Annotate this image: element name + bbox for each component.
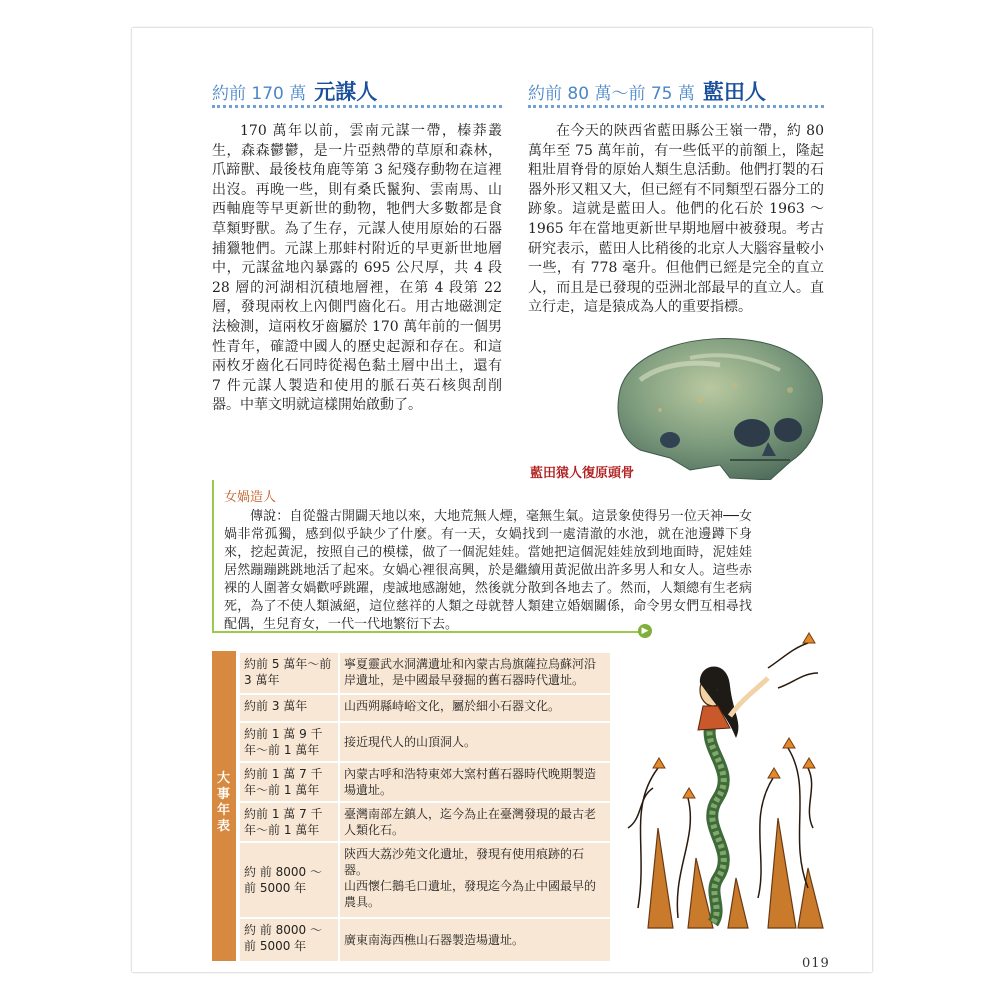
timeline-event: 內蒙古呼和浩特東郊大窯村舊石器時代晚期製造場遺址。: [339, 762, 611, 802]
timeline-date: 約前 3 萬年: [239, 694, 339, 722]
timeline-event: 臺灣南部左鎮人，迄今為止在臺灣發現的最古老人類化石。: [339, 802, 611, 842]
story-title: 女媧造人: [224, 490, 277, 505]
right-body: [528, 122, 824, 318]
skull-caption: 藍田猿人復原頭骨: [530, 466, 635, 481]
timeline-table: [238, 651, 612, 963]
table-row: [239, 652, 611, 694]
timeline-label-text: 大事年表: [217, 771, 231, 834]
right-heading: [528, 76, 766, 106]
table-row: [239, 842, 611, 918]
left-heading: [212, 76, 377, 106]
timeline-date: 約前 1 萬 7 千年～前 1 萬年: [239, 762, 339, 802]
timeline-event: 接近現代人的山頂洞人。: [339, 722, 611, 762]
page-number: 019: [802, 956, 830, 971]
left-body-paragraph: 170 萬年以前，雲南元謀一帶，榛莽叢生，森森鬱鬱，是一片亞熱帶的草原和森林，爪蹄獸、最後枝角鹿等第 3 紀殘存動物在這裡出沒。再晚一些，則有桑氏鬣狗、雲南馬、山西軸鹿等早更新世的動物，牠們大多數都是食草類野獸。為了生存，元謀人使用原始的石器捕獵牠們。元謀上那蚌村附近的早更新世地層中，元謀盆地內暴露的 695 公尺厚，共 4 段 28 層的河湖相沉積地層裡，在第 4 段第 22 層，發現兩枚上內側門齒化石。用古地磁測定法檢測，這兩枚牙齒屬於 170 萬年前的一個男性青年，確證中國人的歷史起源和存在。和這兩枚牙齒化石同時從褐色黏土層中出土，還有 7 件元謀人製造和使用的脈石英石核與刮削器。中華文明就這樣開始啟動了。: [212, 123, 502, 414]
lantian-skull-image: [490, 330, 835, 480]
left-body: [212, 122, 502, 416]
story-body: [224, 508, 752, 634]
arrow-right-icon: ▶: [638, 624, 652, 638]
right-heading-era: 約前 80 萬～前 75 萬: [528, 84, 695, 104]
timeline-date: 約 前 8000 ～ 前 5000 年: [239, 918, 339, 962]
right-heading-name: 藍田人: [702, 80, 766, 104]
nuwa-illustration: [618, 628, 828, 938]
left-heading-name: 元謀人: [314, 80, 378, 104]
table-row: [239, 918, 611, 962]
timeline-date: 約前 1 萬 7 千年～前 1 萬年: [239, 802, 339, 842]
right-heading-divider: [528, 105, 824, 108]
table-row: [239, 722, 611, 762]
timeline-date: 約前 1 萬 9 千年～前 1 萬年: [239, 722, 339, 762]
left-heading-divider: [212, 105, 502, 108]
timeline-date: 約前 5 萬年～前 3 萬年: [239, 652, 339, 694]
timeline-event: 寧夏靈武水洞溝遺址和內蒙古烏旗薩拉烏蘇河沿岸遺址，是中國最早發掘的舊石器時代遺址。: [339, 652, 611, 694]
right-body-paragraph: 在今天的陝西省藍田縣公王嶺一帶，約 80 萬年至 75 萬年前，有一些低平的前額上，隆起粗壯眉脊骨的原始人類生息活動。他們打製的石器外形又粗又大，但已經有不同類型石器分工的跡象。這就是藍田人。他們的化石於 1963 ～ 1965 年在當地更新世早期地層中被發現。考古研究表示，藍田人比稍後的北京人大腦容量較小一些，有 778 毫升。但他們已經是完全的直立人，而且是已發現的亞洲北部最早的直立人。直立行走，這是猿成為人的重要指標。: [528, 123, 824, 316]
timeline-event-line: 陝西大荔沙苑文化遺址，發現有使用痕跡的石器。: [344, 847, 585, 877]
timeline-event: 山西朔縣峙峪文化，屬於細小石器文化。: [339, 694, 611, 722]
table-row: [239, 802, 611, 842]
timeline-label: [212, 651, 236, 961]
table-row: [239, 694, 611, 722]
timeline-event: [339, 842, 611, 918]
story-frame-left: [212, 480, 214, 632]
timeline-date: 約 前 8000 ～ 前 5000 年: [239, 842, 339, 918]
table-row: [239, 762, 611, 802]
timeline-event-line: 山西懷仁鵝毛口遺址，發現迄今為止中國最早的農具。: [344, 879, 597, 909]
story-paragraph: 傳說：自從盤古開闢天地以來，大地荒無人煙，毫無生氣。這景象使得另一位天神──女媧非常孤獨，感到似乎缺少了什麼。有一天，女媧找到一處清澈的水池，就在池邊蹲下身來，挖起黃泥，按照自己的模樣，做了一個泥娃娃。當她把這個泥娃娃放到地面時，泥娃娃居然蹦蹦跳跳地活了起來。女媧心裡很高興，於是繼續用黃泥做出許多男人和女人。這些赤裸的人圍著女媧歡呼跳躍，虔誠地感謝她，然後就分散到各地去了。然而，人類總有生老病死，為了不使人類滅絕，這位慈祥的人類之母就替人類建立婚姻關係，命令男女們互相尋找配偶，生兒育女，一代一代地繁衍下去。: [224, 509, 752, 632]
timeline: [212, 651, 612, 961]
left-heading-era: 約前 170 萬: [212, 84, 307, 104]
timeline-event: 廣東南海西樵山石器製造場遺址。: [339, 918, 611, 962]
